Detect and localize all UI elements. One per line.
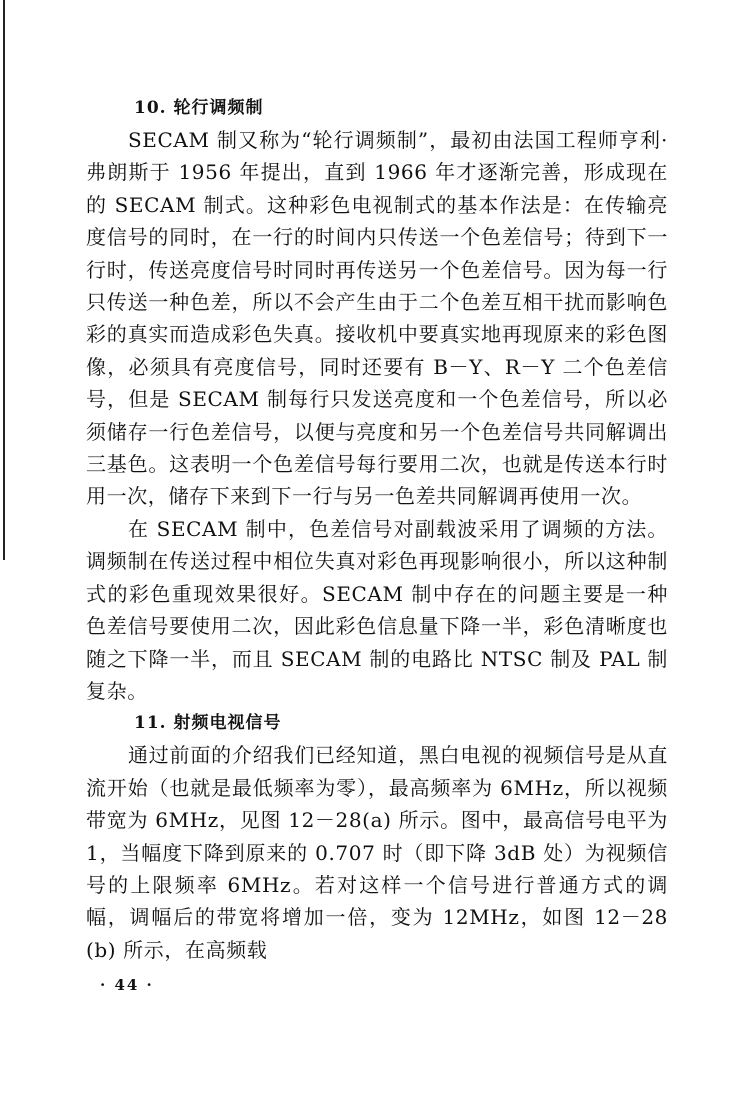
page-body — [86, 92, 668, 966]
section-11-paragraph-1: 通过前面的介绍我们已经知道，黑白电视的视频信号是从直流开始（也就是最低频率为零），最高频率为 6MHz，所以视频带宽为 6MHz，见图 12－28(a) 所示。图中，最高信号电平为 1，当幅度下降到原来的 0.707 时（即下降 3dB 处）为视频信号的上限频率 6MHz。若对这样一个信号进行普通方式的调幅，调幅后的带宽将增加一倍，变为 12MHz，如图 12－28(b) 所示，在高频载 — [86, 743, 668, 962]
section-11-heading: 11. 射频电视信号 — [134, 713, 282, 734]
section-10-heading: 10. 轮行调频制 — [134, 98, 264, 118]
section-10-paragraph-1: SECAM 制又称为“轮行调频制”，最初由法国工程师亨利·弗朗斯于 1956 年提出，直到 1966 年才逐渐完善，形成现在的 SECAM 制式。这种彩色电视制式的基本作法是：在传输亮度信号的同时，在一行的时间内只传送一个色差信号；待到下一行时，传送亮度信号时同时再传送另一个色差信号。因为每一行只传送一种色差，所以不会产生由于二个色差互相干扰而影响色彩的真实而造成彩色失真。接收机中要真实地再现原来的彩色图像，必须具有亮度信号，同时还要有 B－Y、R－Y 二个色差信号，但是 SECAM 制每行只发送亮度和一个色差信号，所以必须储存一行色差信号，以便与亮度和另一个色差信号共同解调出三基色。这表明一个色差信号每行要用二次，也就是传送本行时用一次，储存下来到下一行与另一色差共同解调再使用一次。 — [86, 128, 668, 509]
section-10-paragraph-2: 在 SECAM 制中，色差信号对副载波采用了调频的方法。调频制在传送过程中相位失真对彩色再现影响很小，所以这种制式的彩色重现效果很好。SECAM 制中存在的问题主要是一种色差信号要使用二次，因此彩色信息量下降一半，彩色清晰度也随之下降一半，而且 SECAM 制的电路比 NTSC 制及 PAL 制复杂。 — [86, 516, 668, 703]
page-number: · 44 · — [100, 976, 154, 994]
binding-edge-line — [3, 0, 5, 560]
